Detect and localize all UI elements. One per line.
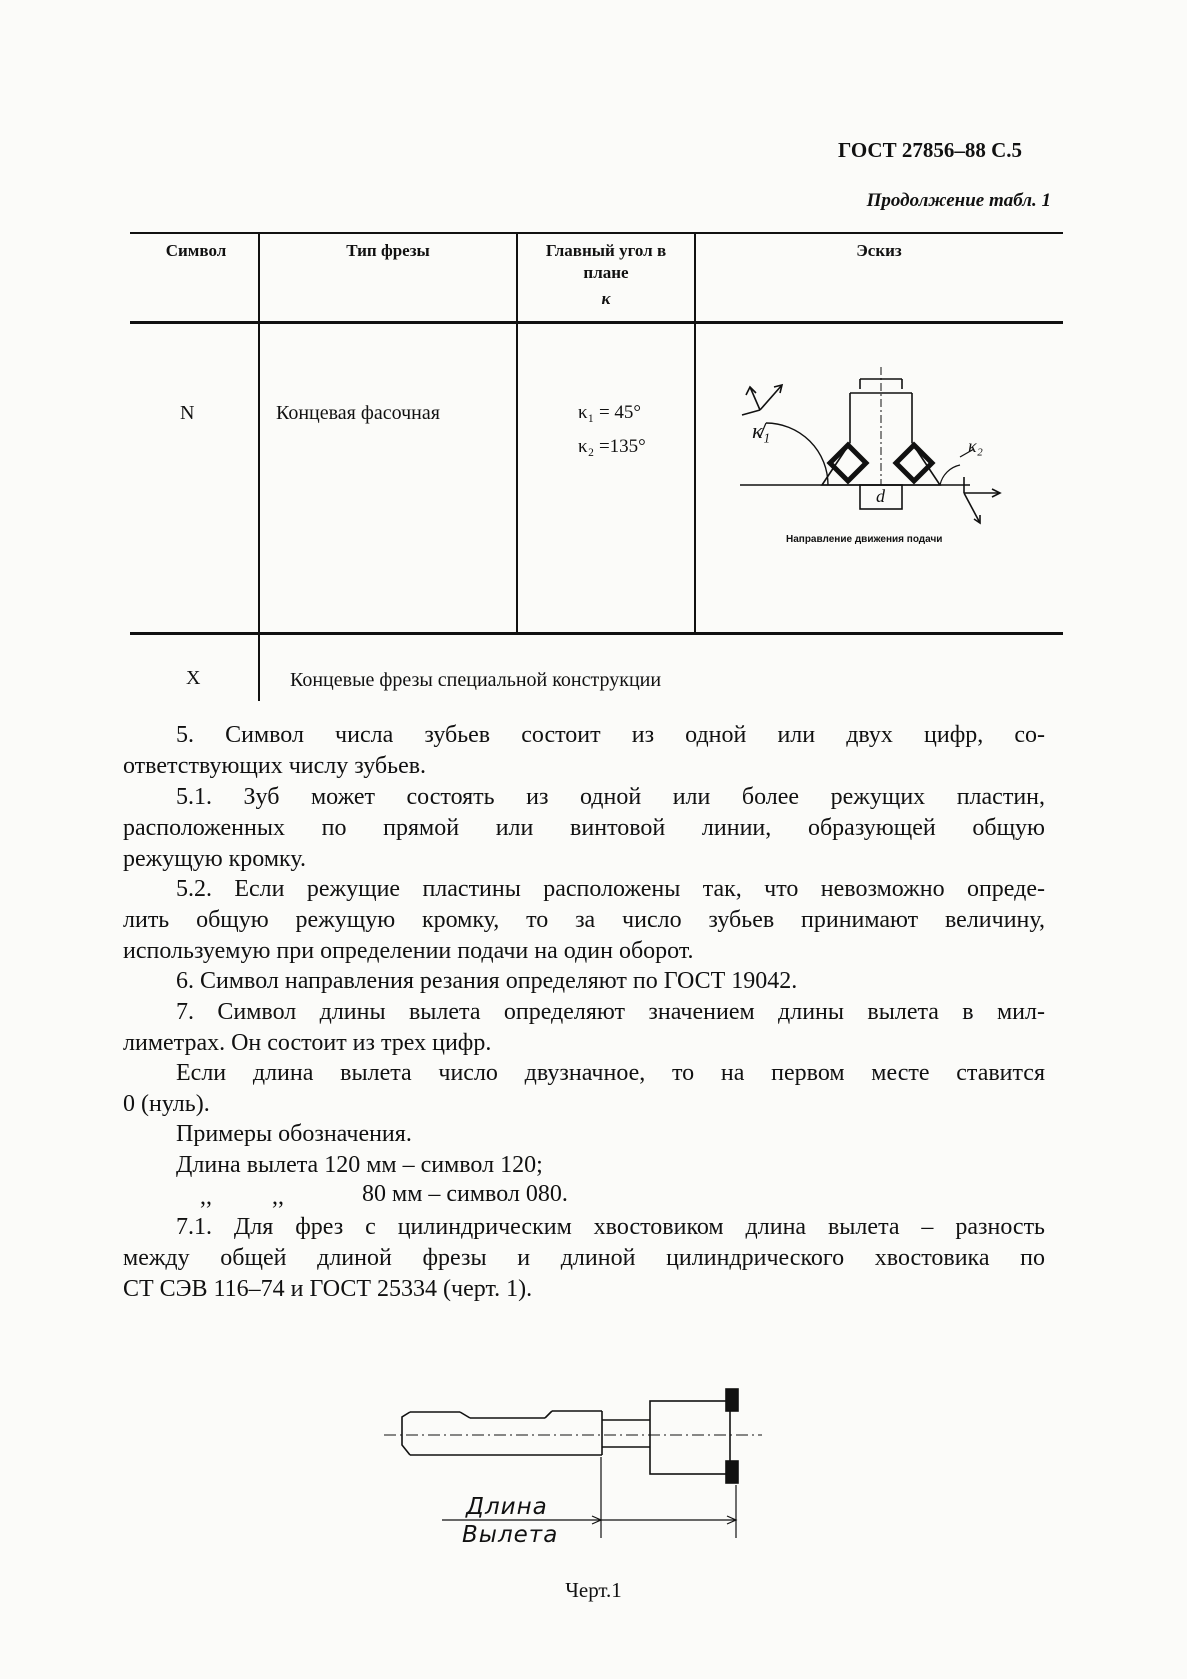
column-header-symbol: Символ: [165, 241, 227, 260]
angle-kappa1: κ₁ = 45°: [578, 402, 642, 423]
chamfer-mill-sketch: [730, 365, 1030, 555]
paragraph-7-1: 7.1. Для фрез с цилиндрическим хвостовиком длина вылета – разность между общей длиной фрезы и длиной цилиндрического хвостовика по СТ СЭВ 116–74 и ГОСТ 25334 (черт. 1).: [123, 1214, 1045, 1302]
example-line-2: 80 мм – символ 080.: [362, 1181, 568, 1207]
table-top-rule: [130, 232, 1063, 234]
column-header-type: Тип фрезы: [346, 241, 430, 260]
table-col-divider-3: [694, 233, 696, 633]
figure-caption: Черт.1: [565, 1578, 622, 1602]
table-continuation-label: Продолжение табл. 1: [866, 190, 1051, 211]
paragraph-7-note: Если длина вылета число двузначное, то на первом месте ставится 0 (нуль).: [123, 1060, 1045, 1117]
column-header-sketch: Эскиз: [856, 241, 902, 260]
paragraph-5-2: 5.2. Если режущие пластины расположены так, что невозможно опреде- лить общую режущую кромку, то за число зубьев принимают величину, используемую при определении подачи на один оборот.: [123, 876, 1045, 964]
paragraph-5: 5. Символ числа зубьев состоит из одной или двух цифр, со- ответствующих числу зубьев.: [123, 722, 1045, 779]
angle-kappa2: κ₂ =135°: [578, 436, 646, 457]
paragraph-5-1: 5.1. Зуб может состоять из одной или более режущих пластин, расположенных по прямой или винтовой линии, образующей общую режущую кромку.: [123, 784, 1045, 872]
sketch-label-k2: κ₂: [968, 436, 983, 456]
row-symbol-x: X: [186, 667, 201, 689]
end-mill-drawing: [370, 1375, 770, 1550]
table-row-rule: [130, 632, 1063, 635]
row-symbol-n: N: [180, 402, 195, 424]
table-col-divider-2: [516, 233, 518, 633]
table-header-rule: [130, 321, 1063, 324]
row-type-chamfer: Концевая фасочная: [276, 402, 440, 424]
examples-title: Примеры обозначения.: [176, 1121, 412, 1147]
paragraph-7: 7. Символ длины вылета определяют значением длины вылета в мил- лиметрах. Он состоит из трех цифр.: [123, 999, 1045, 1056]
sketch-label-k1: κ₁: [752, 418, 771, 443]
column-header-angle: Главный угол в плане: [545, 241, 667, 282]
figure-label-length: Длина: [466, 1494, 548, 1520]
figure-label-overhang: Вылета: [462, 1522, 559, 1548]
document-header: ГОСТ 27856–88 С.5: [838, 138, 1023, 162]
sketch-caption: Направление движения подачи: [786, 534, 943, 545]
row-type-special: Концевые фрезы специальной конструкции: [290, 669, 662, 691]
example-ditto-marks: ,, ,,: [200, 1184, 284, 1210]
table-col-divider-1: [258, 233, 260, 701]
sketch-label-d: d: [876, 486, 885, 506]
example-line-1: Длина вылета 120 мм – символ 120;: [176, 1152, 543, 1178]
paragraph-6: 6. Символ направления резания определяют по ГОСТ 19042.: [176, 968, 798, 994]
column-header-kappa: κ: [601, 289, 611, 308]
